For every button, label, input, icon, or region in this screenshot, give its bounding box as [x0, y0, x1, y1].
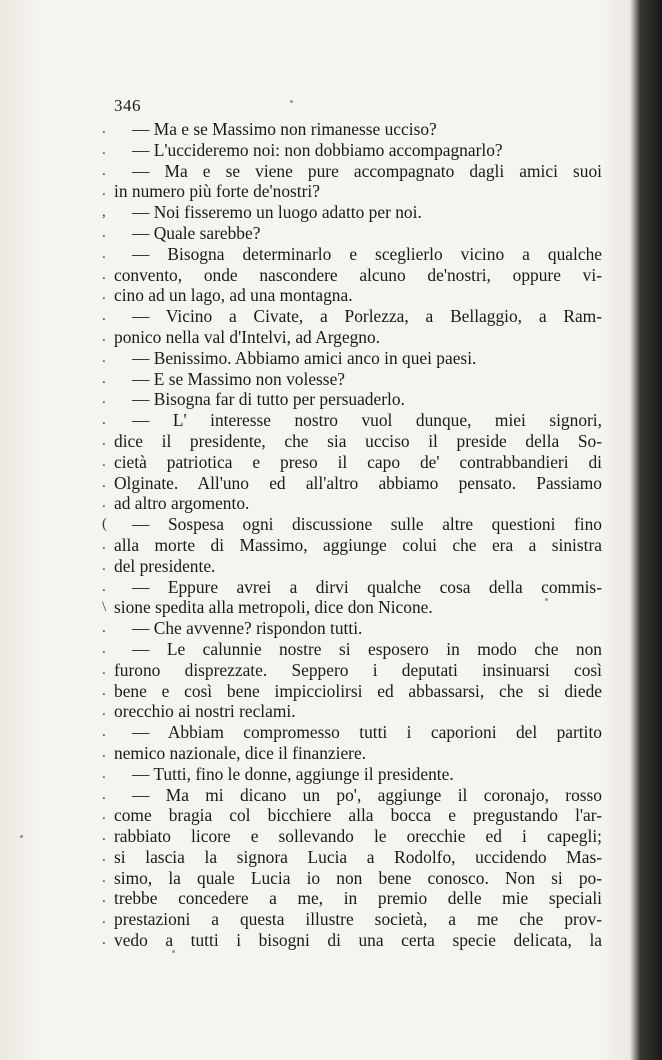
text-line [102, 306, 602, 327]
text-line [102, 430, 602, 452]
margin-mark: . [102, 557, 106, 574]
text-line [102, 160, 602, 182]
margin-mark: . [102, 308, 106, 325]
margin-mark: . [102, 245, 106, 262]
text-line [102, 119, 602, 140]
margin-mark: . [102, 640, 106, 657]
line-text: ponico nella val d'Intelvi, ad Argegno. [114, 326, 381, 347]
line-text: cino ad un lago, ad una montagna. [114, 285, 353, 306]
line-text: trebbe concedere a me, in premio delle mie speciali [114, 888, 602, 909]
page-number: 346 [114, 96, 141, 115]
line-text: bene e così bene impicciolirsi ed abbassarsi, che si diede [114, 680, 602, 701]
margin-mark: . [102, 328, 106, 345]
margin-mark: . [102, 183, 106, 200]
text-line [102, 909, 602, 930]
margin-mark: . [102, 287, 106, 304]
line-text: — Sospesa ogni discussione sulle altre questioni fino [132, 514, 602, 535]
line-text: — Vicino a Civate, a Porlezza, a Bellaggio, a Ram- [132, 306, 602, 327]
line-text: — Le calunnie nostre si esposero in modo che non [132, 638, 602, 659]
text-line [102, 826, 602, 847]
line-text: in numero più forte de'nostri? [114, 181, 320, 202]
margin-mark: . [102, 765, 106, 782]
text-line [102, 659, 602, 681]
margin-mark: . [102, 141, 106, 158]
text-line [102, 451, 602, 473]
margin-mark: . [102, 724, 106, 741]
line-text: come bragia col bicchiere alla bocca e pregustando l'ar- [114, 805, 602, 826]
ink-speck [545, 598, 548, 601]
margin-mark: \ [102, 599, 107, 616]
text-line [102, 680, 602, 702]
line-text: — E se Massimo non volesse? [132, 368, 346, 389]
line-text: furono disprezzate. Seppero i deputati insinuarsi così [114, 659, 602, 680]
margin-mark: . [102, 661, 106, 678]
line-text: — L' interesse nostro vuol dunque, miei signori, [132, 410, 602, 431]
text-line [102, 389, 602, 410]
line-text: — Che avvenne? rispondon tutti. [132, 618, 363, 639]
margin-mark: . [102, 536, 106, 553]
text-line [102, 867, 602, 889]
margin-mark: . [102, 121, 106, 137]
line-text: prestazioni a questa illustre società, a me che prov- [114, 909, 602, 930]
body-text [102, 119, 602, 951]
text-line [102, 618, 602, 639]
margin-mark: . [102, 911, 106, 928]
margin-mark: . [102, 349, 106, 366]
line-text: nemico nazionale, dice il finanziere. [114, 742, 367, 763]
text-line [102, 139, 602, 161]
line-text: sione spedita alla metropoli, dice don Nicone. [114, 597, 433, 618]
line-text: si lascia la signora Lucia a Rodolfo, uccidendo Mas- [114, 846, 602, 867]
line-text: rabbiato licore e sollevando le orecchie ed i capegli; [114, 826, 602, 847]
line-text: dice il presidente, che sia ucciso il preside della So- [114, 430, 602, 451]
line-text: — L'uccideremo noi: non dobbiamo accompagnarlo? [132, 139, 503, 160]
text-line [102, 846, 602, 868]
text-line [102, 534, 602, 556]
margin-mark: . [102, 432, 106, 449]
margin-mark: . [102, 391, 106, 408]
line-text: — Noi fisseremo un luogo adatto per noi. [132, 202, 422, 223]
ink-speck [20, 835, 23, 838]
margin-mark: . [102, 266, 106, 283]
text-line [102, 264, 602, 286]
margin-mark: . [102, 869, 106, 886]
margin-mark: . [102, 224, 106, 241]
text-line [102, 368, 602, 390]
text-line [102, 202, 602, 223]
margin-mark: . [102, 620, 106, 637]
margin-mark: . [102, 932, 106, 949]
line-text: — Quale sarebbe? [132, 222, 261, 243]
line-text: vedo a tutti i bisogni di una certa specie delicata, la [114, 930, 602, 951]
text-line [102, 410, 602, 431]
ink-speck [290, 100, 293, 103]
text-line [102, 514, 602, 535]
line-text: orecchio ai nostri reclami. [114, 701, 296, 722]
line-text: alla morte di Massimo, aggiunge colui che era a sinistra [114, 534, 602, 555]
text-line [102, 784, 602, 806]
margin-mark: . [102, 453, 106, 470]
line-text: — Bisogna far di tutto per persuaderlo. [132, 389, 405, 410]
text-line [102, 243, 602, 265]
text-line [102, 597, 602, 618]
line-text: ad altro argomento. [114, 493, 250, 514]
text-line [102, 555, 602, 577]
text-line [102, 701, 602, 722]
margin-mark: . [102, 786, 106, 803]
margin-mark: . [102, 495, 106, 512]
text-line [102, 326, 602, 348]
margin-mark: . [102, 412, 106, 429]
text-line [102, 742, 602, 764]
margin-mark: . [102, 848, 106, 865]
line-text: — Ma mi dicano un po', aggiunge il coronajo, rosso [132, 784, 602, 805]
line-text: Olginate. All'uno ed all'altro abbiamo pensato. Passiamo [114, 472, 602, 493]
text-line [102, 763, 602, 785]
margin-mark: . [102, 890, 106, 907]
margin-mark: . [102, 162, 106, 179]
text-line [102, 285, 602, 306]
line-text: — Benissimo. Abbiamo amici anco in quei paesi. [132, 347, 477, 368]
margin-mark: . [102, 370, 106, 387]
text-line [102, 347, 602, 369]
text-line [102, 222, 602, 244]
margin-mark: . [102, 744, 106, 761]
line-text: — Ma e se Massimo non rimanesse ucciso? [132, 119, 437, 139]
text-line [102, 576, 602, 598]
line-text: convento, onde nascondere alcuno de'nostri, oppure vi- [114, 264, 602, 285]
line-text: simo, la quale Lucia io non bene conosco. Non si po- [114, 867, 602, 888]
margin-mark: ( [102, 516, 107, 533]
margin-mark: . [102, 682, 106, 699]
line-text: — Tutti, fino le donne, aggiunge il presidente. [132, 763, 454, 784]
text-line [102, 805, 602, 826]
line-text: cietà patriotica e preso il capo de' contrabbandieri di [114, 451, 602, 472]
line-text: — Bisogna determinarlo e sceglierlo vicino a qualche [132, 243, 602, 264]
margin-mark: , [102, 204, 106, 221]
line-text: — Ma e se viene pure accompagnato dagli amici suoi [132, 160, 602, 181]
text-line [102, 181, 602, 202]
margin-mark: . [102, 807, 106, 824]
text-line [102, 930, 602, 951]
text-line [102, 472, 602, 494]
text-line [102, 493, 602, 514]
line-text: — Eppure avrei a dirvi qualche cosa della commis- [132, 576, 602, 597]
text-line [102, 638, 602, 660]
line-text: — Abbiam compromesso tutti i caporioni del partito [132, 722, 602, 743]
ink-speck [172, 950, 175, 953]
margin-mark: . [102, 474, 106, 491]
margin-mark: . [102, 828, 106, 845]
text-line [102, 888, 602, 909]
line-text: del presidente. [114, 555, 216, 576]
text-line [102, 722, 602, 743]
margin-mark: . [102, 578, 106, 595]
margin-mark: . [102, 703, 106, 720]
